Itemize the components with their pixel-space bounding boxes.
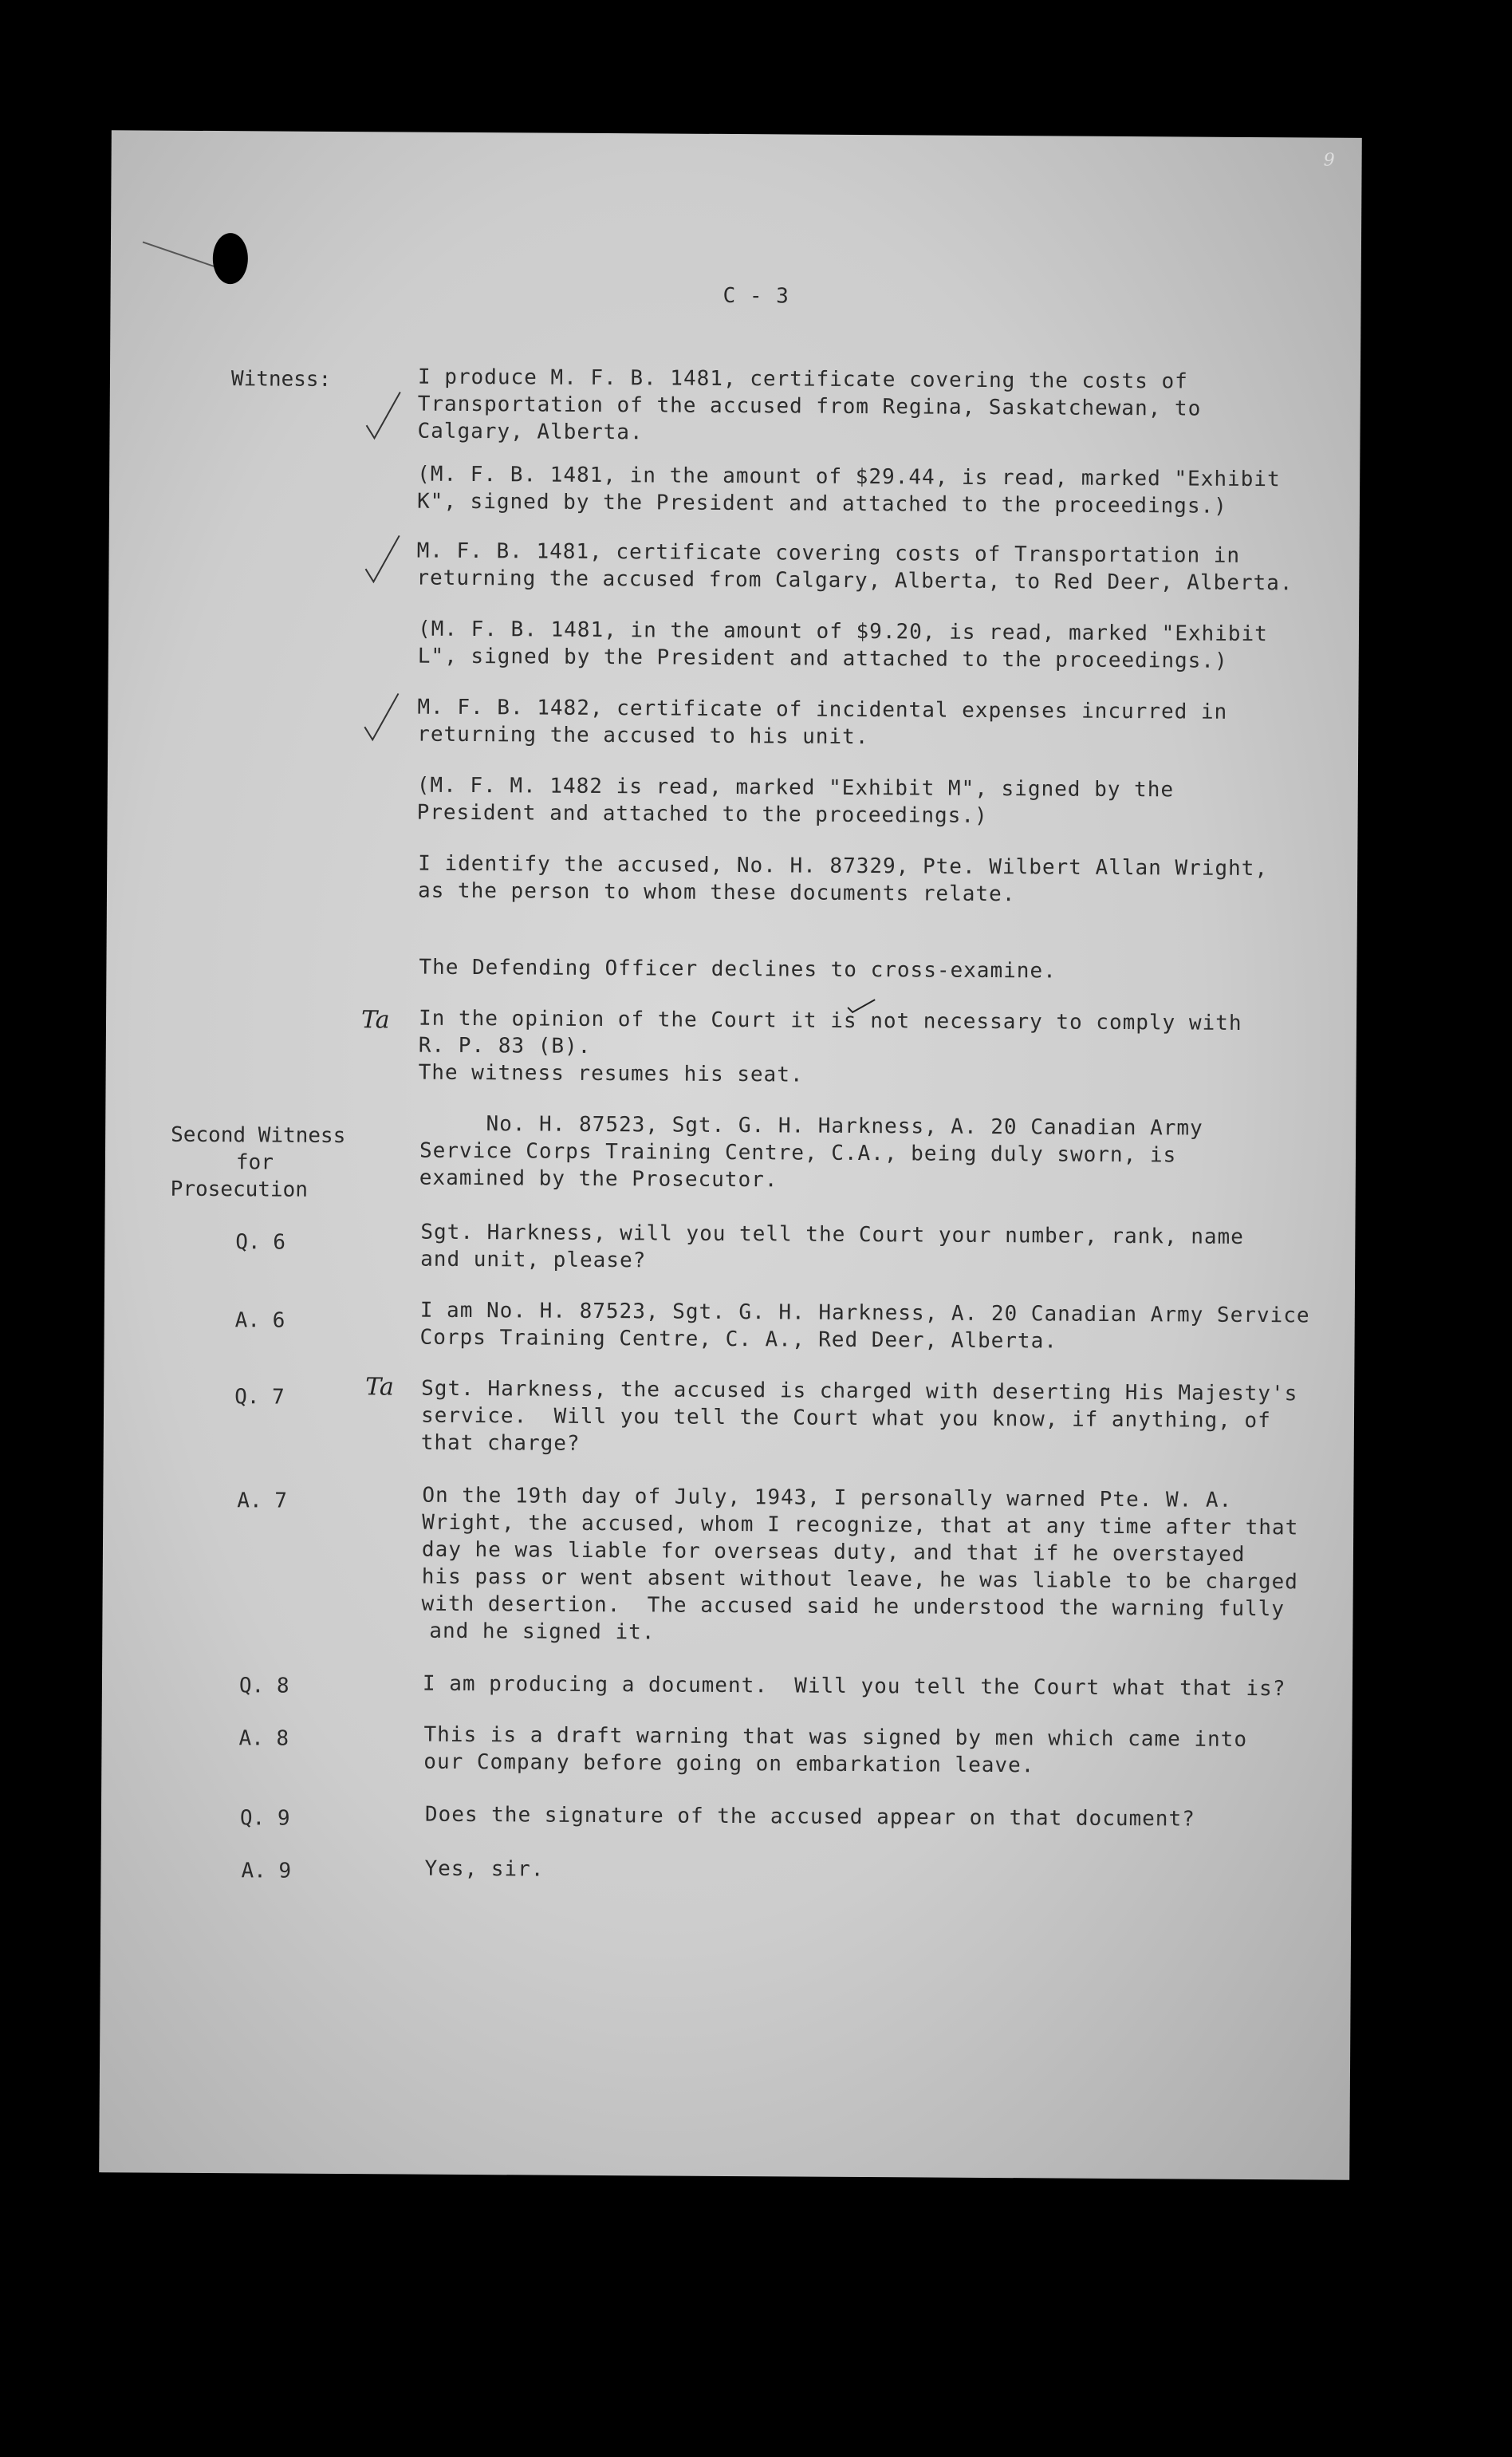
- label-witness: Witness:: [230, 367, 332, 392]
- para-line: (M. F. B. 1481, in the amount of $29.44, is read, marked "Exhibit: [417, 462, 1281, 492]
- document-page: [99, 130, 1362, 2180]
- para-line: Service Corps Training Centre, C.A., being duly sworn, is: [419, 1138, 1177, 1168]
- label-a9: A. 9: [241, 1859, 292, 1883]
- para-line: with desertion. The accused said he understood the warning fully: [421, 1591, 1286, 1622]
- para-line: Wright, the accused, whom I recognize, that at any time after that: [422, 1510, 1299, 1540]
- para-line: day he was liable for overseas duty, and that if he overstayed: [421, 1537, 1246, 1567]
- para-line: Sgt. Harkness, the accused is charged with deserting His Majesty's: [421, 1376, 1298, 1406]
- para-line: This is a draft warning that was signed by men which came into: [423, 1722, 1248, 1752]
- para-line: On the 19th day of July, 1943, I personally warned Pte. W. A.: [422, 1483, 1233, 1512]
- check-mark-2: [362, 530, 402, 586]
- para-line: service. Will you tell the Court what you know, if anything, of: [420, 1403, 1271, 1434]
- para-line: K", signed by the President and attached to the proceedings.): [416, 489, 1227, 519]
- para-line: Calgary, Alberta.: [417, 419, 644, 445]
- para-line: (M. F. M. 1482 is read, marked "Exhibit M", signed by the: [416, 773, 1175, 803]
- para-line: The Defending Officer declines to cross-examine.: [419, 955, 1057, 984]
- label-q7: Q. 7: [234, 1385, 285, 1410]
- para-line: In the opinion of the Court it is not necessary to comply with: [418, 1006, 1242, 1035]
- para-line: R. P. 83 (B).: [418, 1033, 592, 1059]
- para-line: I identify the accused, No. H. 87329, Pte. Wilbert Allan Wright,: [418, 851, 1269, 881]
- para-line: Sgt. Harkness, will you tell the Court your number, rank, name: [420, 1220, 1244, 1249]
- para-line: I produce M. F. B. 1481, certificate covering the costs of: [417, 365, 1188, 394]
- para-line: Does the signature of the accused appear on that document?: [424, 1802, 1195, 1832]
- para-line: his pass or went absent without leave, he was liable to be charged: [421, 1564, 1298, 1595]
- label-a7: A. 7: [237, 1489, 288, 1513]
- initials-mark-2: Ta: [365, 1373, 394, 1402]
- para-line: Corps Training Centre, C. A., Red Deer, Alberta.: [419, 1325, 1058, 1354]
- label-second-witness-2: for: [235, 1150, 274, 1175]
- label-second-witness-1: Second Witness: [171, 1122, 346, 1149]
- label-q9: Q. 9: [239, 1806, 290, 1831]
- para-line: No. H. 87523, Sgt. G. H. Harkness, A. 20 Canadian Army: [419, 1111, 1203, 1141]
- label-second-witness-3: Prosecution: [170, 1177, 309, 1202]
- para-line: and unit, please?: [420, 1247, 647, 1273]
- label-a8: A. 8: [238, 1726, 289, 1751]
- para-line: returning the accused to his unit.: [417, 722, 869, 750]
- check-mark-1: [363, 387, 403, 443]
- label-a6: A. 6: [234, 1308, 285, 1333]
- para-line: that charge?: [420, 1430, 581, 1456]
- para-line: (M. F. B. 1481, in the amount of $9.20, is read, marked "Exhibit: [417, 617, 1268, 647]
- page-corner-number: 9: [1323, 150, 1335, 171]
- label-q8: Q. 8: [238, 1674, 289, 1698]
- para-line: President and attached to the proceedings.): [416, 800, 988, 828]
- para-line: M. F. B. 1481, certificate covering costs of Transportation in: [416, 538, 1241, 568]
- ink-blot: [110, 210, 270, 306]
- para-line: I am No. H. 87523, Sgt. G. H. Harkness, A. 20 Canadian Army Service: [419, 1298, 1310, 1328]
- label-q6: Q. 6: [235, 1230, 286, 1255]
- para-line: The witness resumes his seat.: [418, 1060, 804, 1087]
- page-label: C - 3: [723, 283, 789, 309]
- para-line: I am producing a document. Will you tell the Court what that is?: [422, 1671, 1286, 1702]
- para-line: Yes, sir.: [424, 1856, 545, 1882]
- para-line: returning the accused from Calgary, Alberta, to Red Deer, Alberta.: [416, 566, 1293, 596]
- initials-mark-1: Ta: [360, 1006, 390, 1035]
- para-line: M. F. B. 1482, certificate of incidental expenses incurred in: [417, 695, 1228, 724]
- para-line: our Company before going on embarkation leave.: [423, 1749, 1035, 1778]
- para-line: L", signed by the President and attached to the proceedings.): [417, 644, 1228, 673]
- para-line: Transportation of the accused from Regina, Saskatchewan, to: [417, 392, 1202, 421]
- para-line: and he signed it.: [429, 1619, 656, 1645]
- para-line: as the person to whom these documents relate.: [417, 878, 1016, 907]
- para-line: examined by the Prosecutor.: [419, 1165, 778, 1193]
- check-mark-3: [361, 688, 401, 744]
